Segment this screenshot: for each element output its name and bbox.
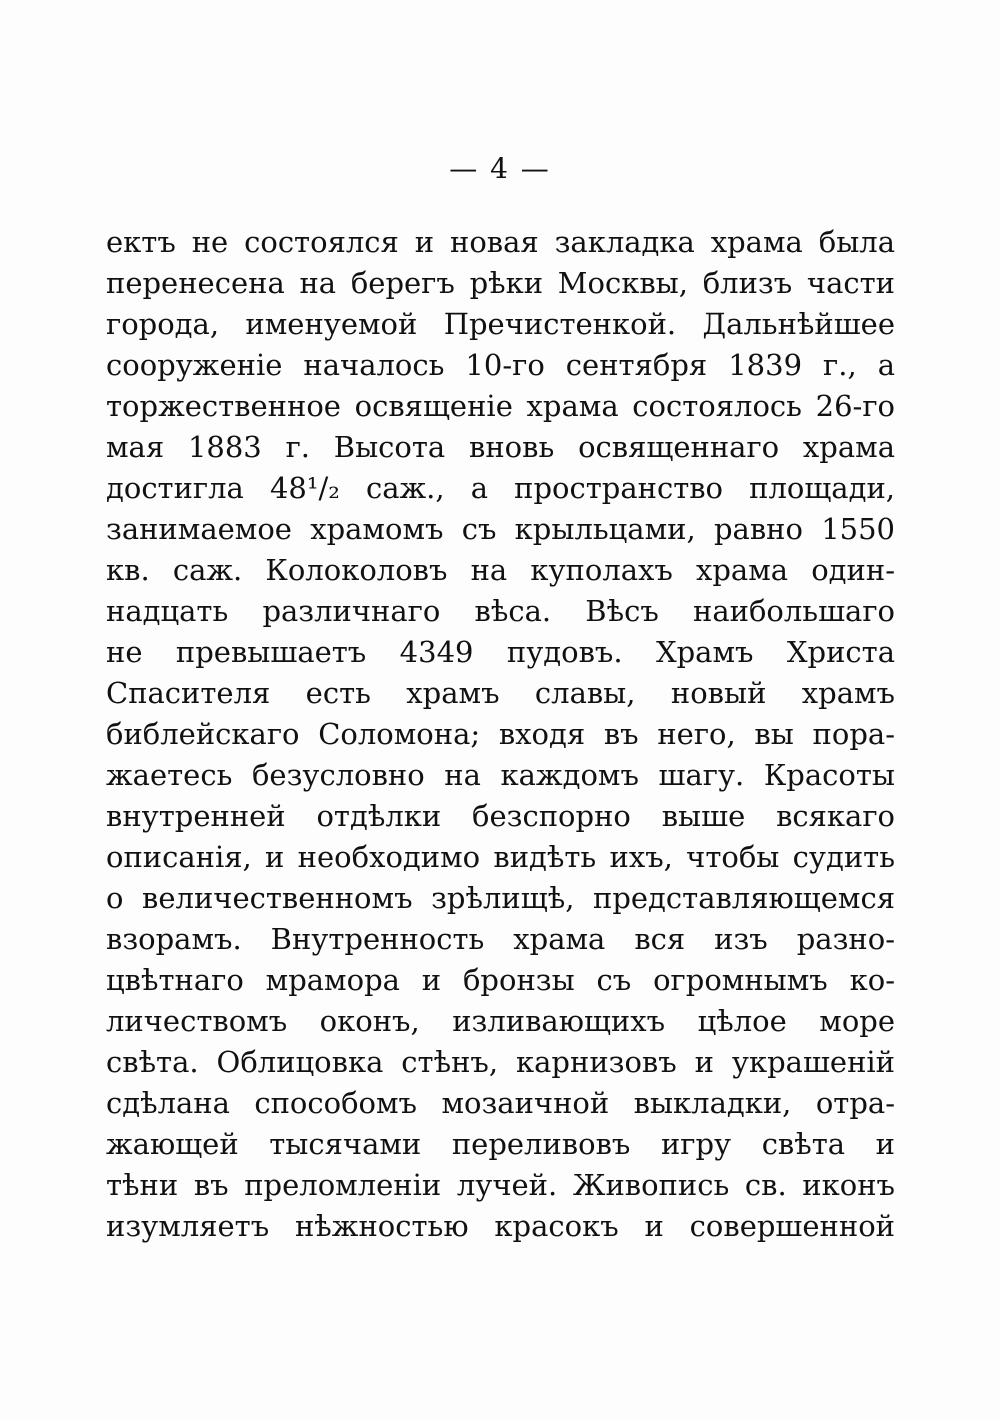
- text-line: надцать различнаго вѣса. Вѣсъ наибольшаго: [106, 594, 895, 628]
- text-line: описанія, и необходимо видѣть ихъ, чтобы судить: [106, 840, 895, 874]
- text-line: занимаемое храмомъ съ крыльцами, равно 1550: [106, 512, 895, 546]
- text-line: мая 1883 г. Высота вновь освященнаго храма: [106, 430, 895, 464]
- text-line: ектъ не состоялся и новая закладка храма была: [106, 225, 895, 259]
- text-line: Спасителя есть храмъ славы, новый храмъ: [106, 676, 895, 710]
- text-line: изумляетъ нѣжностью красокъ и совершенной: [106, 1209, 895, 1243]
- text-line: цвѣтнаго мрамора и бронзы съ огромнымъ ко-: [106, 963, 895, 997]
- page-number: — 4 —: [449, 152, 551, 185]
- text-line: жающей тысячами переливовъ игру свѣта и: [106, 1127, 895, 1161]
- text-line: города, именуемой Пречистенкой. Дальнѣйшее: [106, 307, 895, 341]
- text-line: свѣта. Облицовка стѣнъ, карнизовъ и украшеній: [106, 1045, 895, 1079]
- text-line: сдѣлана способомъ мозаичной выкладки, отра-: [106, 1086, 895, 1120]
- text-line: перенесена на берегъ рѣки Москвы, близъ части: [106, 266, 895, 300]
- text-line: о величественномъ зрѣлищѣ, представляющемся: [106, 881, 895, 915]
- text-line: взорамъ. Внутренность храма вся изъ разно-: [106, 922, 895, 956]
- text-line: не превышаетъ 4349 пудовъ. Храмъ Христа: [106, 635, 895, 669]
- body-text: [106, 222, 895, 1247]
- text-line: личествомъ оконъ, изливающихъ цѣлое море: [106, 1004, 895, 1038]
- text-line: кв. саж. Колоколовъ на куполахъ храма один-: [106, 553, 895, 587]
- text-line: библейскаго Соломона; входя въ него, вы пора-: [106, 717, 895, 751]
- text-line: сооруженіе началось 10-го сентября 1839 г., а: [106, 348, 895, 382]
- text-line: тѣни въ преломленіи лучей. Живопись св. иконъ: [106, 1168, 895, 1202]
- text-line: внутренней отдѣлки безспорно выше всякаго: [106, 799, 895, 833]
- text-line: жаетесь безусловно на каждомъ шагу. Красоты: [106, 758, 895, 792]
- text-line: достигла 48¹/₂ саж., а пространство площади,: [106, 471, 895, 505]
- text-line: торжественное освященіе храма состоялось 26-го: [106, 389, 895, 423]
